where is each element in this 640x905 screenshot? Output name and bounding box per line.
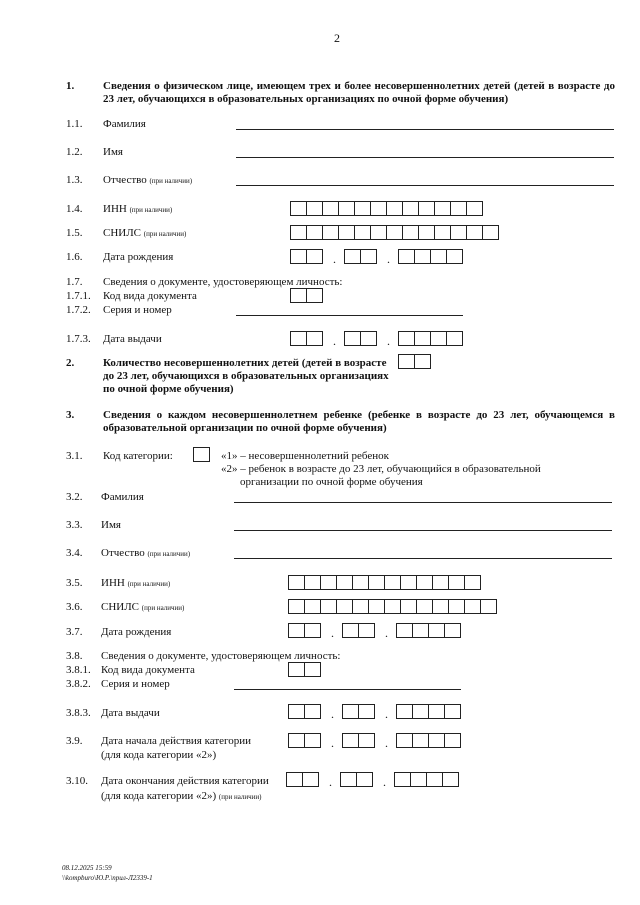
category-option-2-cont: организации по очной форме обучения bbox=[240, 476, 423, 488]
date-separator: . bbox=[385, 736, 388, 750]
row-num: 3.8. bbox=[66, 650, 83, 662]
date-separator: . bbox=[333, 334, 336, 348]
snils-boxes[interactable] bbox=[290, 225, 498, 240]
child-birth-day-boxes[interactable] bbox=[288, 623, 320, 638]
row-num: 3.8.1. bbox=[66, 664, 91, 676]
section-1-title: Сведения о физическом лице, имеющем трех и более несовершеннолетних детей (детей в возрасте до 23 лет, обучающихся в образовательных организациях по очной форме обучения) bbox=[103, 80, 615, 105]
child-inn-boxes[interactable] bbox=[288, 575, 480, 590]
date-separator: . bbox=[385, 626, 388, 640]
section-2-number: 2. bbox=[66, 357, 75, 369]
category-option-2: «2» – ребенок в возрасте до 23 лет, обучающийся в образовательной bbox=[221, 463, 541, 475]
date-separator: . bbox=[331, 707, 334, 721]
row-num: 1.6. bbox=[66, 251, 83, 263]
row-num: 3.4. bbox=[66, 547, 83, 559]
inn-boxes[interactable] bbox=[290, 201, 482, 216]
row-num: 3.10. bbox=[66, 775, 88, 787]
row-num: 1.7.2. bbox=[66, 304, 91, 316]
row-num: 1.7.3. bbox=[66, 333, 91, 345]
child-issue-year-boxes[interactable] bbox=[396, 704, 460, 719]
child-issue-day-boxes[interactable] bbox=[288, 704, 320, 719]
section-3-number: 3. bbox=[66, 409, 75, 421]
id-document-label: Сведения о документе, удостоверяющем личность: bbox=[103, 276, 343, 288]
child-issue-month-boxes[interactable] bbox=[342, 704, 374, 719]
child-name-label: Имя bbox=[101, 519, 121, 531]
date-separator: . bbox=[329, 775, 332, 789]
child-series-number-label: Серия и номер bbox=[101, 678, 170, 690]
row-num: 3.7. bbox=[66, 626, 83, 638]
issue-year-boxes[interactable] bbox=[398, 331, 462, 346]
section-2-title: Количество несовершеннолетних детей (детей в возрасте до 23 лет, обучающихся в образовательных организациях по очной форме обучения) bbox=[103, 357, 389, 395]
row-num: 1.7. bbox=[66, 276, 83, 288]
category-start-label: Дата начала действия категории bbox=[101, 735, 252, 747]
children-count-boxes[interactable] bbox=[398, 354, 430, 369]
issue-day-boxes[interactable] bbox=[290, 331, 322, 346]
row-num: 3.6. bbox=[66, 601, 83, 613]
doc-type-code-boxes[interactable] bbox=[290, 288, 322, 303]
category-code-box[interactable] bbox=[193, 447, 209, 462]
footer-file-path: \\kompburo\Ю.Р.\прил-Л2339-1 bbox=[62, 874, 153, 882]
child-surname-field[interactable] bbox=[234, 502, 612, 503]
issue-month-boxes[interactable] bbox=[344, 331, 376, 346]
row-num: 3.8.2. bbox=[66, 678, 91, 690]
category-start-note: (для кода категории «2») bbox=[101, 749, 217, 761]
date-separator: . bbox=[387, 334, 390, 348]
date-separator: . bbox=[383, 775, 386, 789]
child-surname-label: Фамилия bbox=[101, 491, 144, 503]
footer-timestamp: 08.12.2025 15:59 bbox=[62, 864, 112, 872]
surname-field[interactable] bbox=[236, 129, 614, 130]
birth-month-boxes[interactable] bbox=[344, 249, 376, 264]
row-num: 3.2. bbox=[66, 491, 83, 503]
child-doc-type-code-boxes[interactable] bbox=[288, 662, 320, 677]
section-1-number: 1. bbox=[66, 80, 75, 92]
category-end-day-boxes[interactable] bbox=[286, 772, 318, 787]
child-birth-date-label: Дата рождения bbox=[101, 626, 172, 638]
row-num: 1.3. bbox=[66, 174, 83, 186]
row-num: 1.2. bbox=[66, 146, 83, 158]
row-num: 1.5. bbox=[66, 227, 83, 239]
child-birth-year-boxes[interactable] bbox=[396, 623, 460, 638]
name-field[interactable] bbox=[236, 157, 614, 158]
series-number-label: Серия и номер bbox=[103, 304, 172, 316]
child-snils-boxes[interactable] bbox=[288, 599, 496, 614]
row-num: 3.1. bbox=[66, 450, 83, 462]
child-doc-type-code-label: Код вида документа bbox=[101, 664, 195, 676]
child-patronymic-label: Отчество (при наличии) bbox=[101, 547, 191, 559]
patronymic-label: Отчество (при наличии) bbox=[103, 174, 193, 186]
row-num: 1.1. bbox=[66, 118, 83, 130]
child-issue-date-label: Дата выдачи bbox=[101, 707, 160, 719]
page-number: 2 bbox=[334, 31, 340, 45]
category-start-month-boxes[interactable] bbox=[342, 733, 374, 748]
patronymic-field[interactable] bbox=[236, 185, 614, 186]
category-end-label: Дата окончания действия категории bbox=[101, 775, 269, 787]
date-separator: . bbox=[331, 736, 334, 750]
birth-year-boxes[interactable] bbox=[398, 249, 462, 264]
series-number-field[interactable] bbox=[236, 315, 463, 316]
child-series-number-field[interactable] bbox=[234, 689, 461, 690]
birth-date-label: Дата рождения bbox=[103, 251, 174, 263]
child-id-document-label: Сведения о документе, удостоверяющем личность: bbox=[101, 650, 341, 662]
date-separator: . bbox=[387, 252, 390, 266]
row-num: 3.8.3. bbox=[66, 707, 91, 719]
category-start-year-boxes[interactable] bbox=[396, 733, 460, 748]
category-end-note: (для кода категории «2») (при наличии) bbox=[101, 790, 262, 802]
date-separator: . bbox=[333, 252, 336, 266]
category-end-year-boxes[interactable] bbox=[394, 772, 458, 787]
row-num: 1.7.1. bbox=[66, 290, 91, 302]
category-end-month-boxes[interactable] bbox=[340, 772, 372, 787]
child-snils-label: СНИЛС (при наличии) bbox=[101, 601, 185, 613]
doc-type-code-label: Код вида документа bbox=[103, 290, 197, 302]
category-start-day-boxes[interactable] bbox=[288, 733, 320, 748]
child-patronymic-field[interactable] bbox=[234, 558, 612, 559]
child-name-field[interactable] bbox=[234, 530, 612, 531]
issue-date-label: Дата выдачи bbox=[103, 333, 162, 345]
date-separator: . bbox=[385, 707, 388, 721]
name-label: Имя bbox=[103, 146, 123, 158]
birth-day-boxes[interactable] bbox=[290, 249, 322, 264]
row-num: 3.5. bbox=[66, 577, 83, 589]
category-code-label: Код категории: bbox=[103, 450, 173, 462]
section-3-title: Сведения о каждом несовершеннолетнем ребенке (ребенке в возрасте до 23 лет, обучающемся в образовательной организации по очной форме обучения) bbox=[103, 409, 615, 434]
inn-label: ИНН (при наличии) bbox=[103, 203, 173, 215]
category-option-1: «1» – несовершеннолетний ребенок bbox=[221, 450, 389, 462]
row-num: 1.4. bbox=[66, 203, 83, 215]
child-birth-month-boxes[interactable] bbox=[342, 623, 374, 638]
row-num: 3.9. bbox=[66, 735, 83, 747]
surname-label: Фамилия bbox=[103, 118, 146, 130]
row-num: 3.3. bbox=[66, 519, 83, 531]
snils-label: СНИЛС (при наличии) bbox=[103, 227, 187, 239]
date-separator: . bbox=[331, 626, 334, 640]
child-inn-label: ИНН (при наличии) bbox=[101, 577, 171, 589]
